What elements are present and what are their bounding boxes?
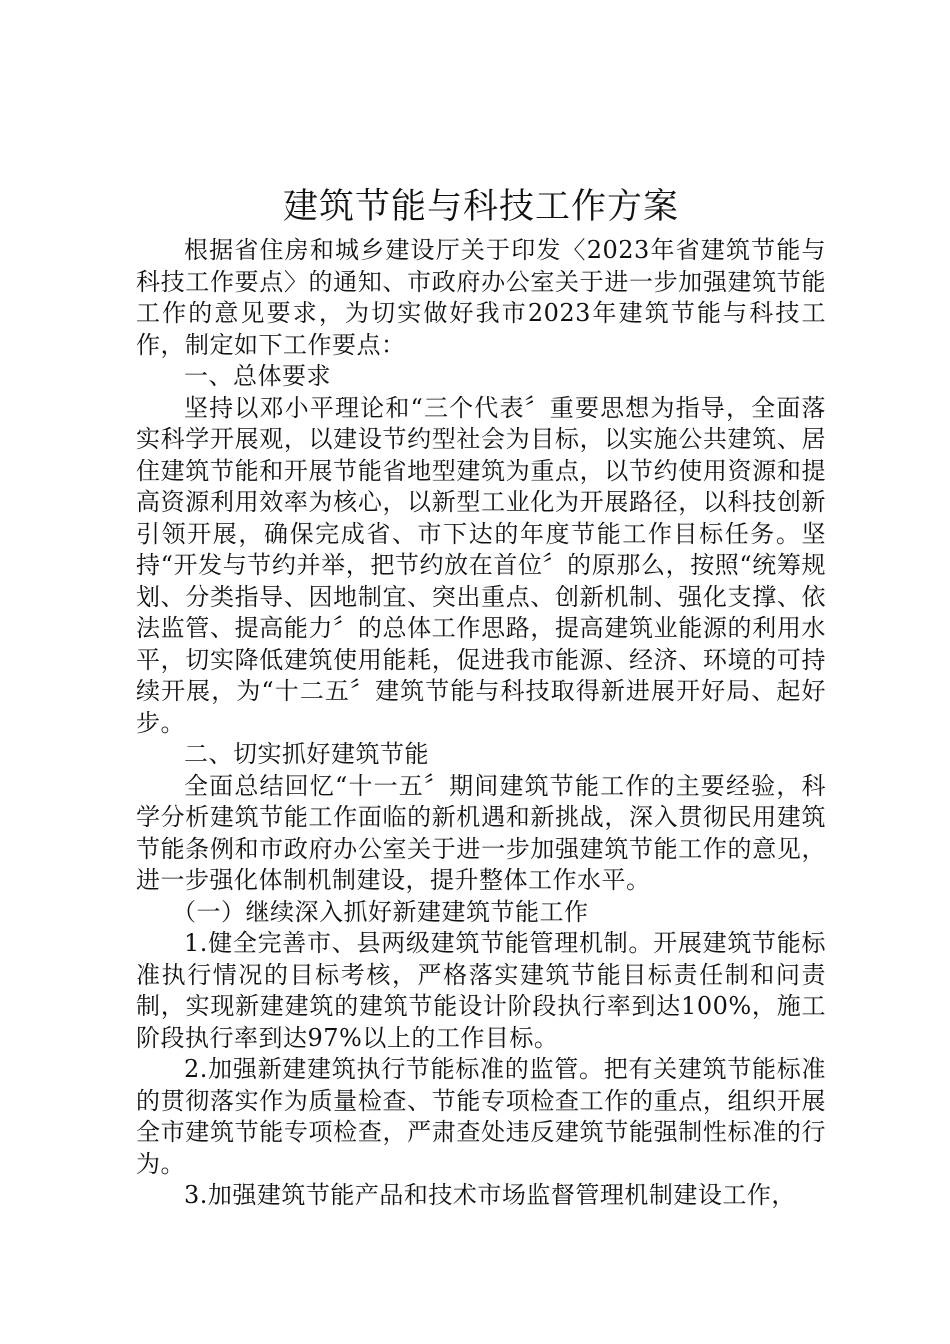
- general-requirements-paragraph: 坚持以邓小平理论和“三个代表〞重要思想为指导，全面落实科学开展观，以建设节约型社会为目标，以实施公共建筑、居住建筑节能和开展节能省地型建筑为重点，以节约使用资源和提高资源利用效率为核心，以新型工业化为开展路径，以科技创新引领开展，确保完成省、市下达的年度节能工作目标任务。坚持“开发与节约并举，把节约放在首位〞的原那么，按照“统筹规划、分类指导、因地制宜、突出重点、创新机制、强化支撑、依法监管、提高能力〞的总体工作思路，提高建筑业能源的利用水平，切实降低建筑使用能耗，促进我市能源、经济、环境的可持续开展，为“十二五〞建筑节能与科技取得新进展开好局、起好步。: [136, 393, 826, 737]
- document-title: 建筑节能与科技工作方案: [282, 187, 679, 227]
- document-page: [136, 185, 826, 1212]
- intro-paragraph: 根据省住房和城乡建设厅关于印发〈2023年省建筑节能与科技工作要点〉的通知、市政府办公室关于进一步加强建筑节能工作的意见要求，为切实做好我市2023年建筑节能与科技工作，制定如下工作要点：: [136, 236, 826, 359]
- subsection-heading-new-buildings: （一）继续深入抓好新建建筑节能工作: [172, 897, 589, 926]
- section-heading-building-energy: 二、切实抓好建筑节能: [184, 740, 429, 768]
- item-3-paragraph: 3.加强建筑节能产品和技术市场监督管理机制建设工作，: [184, 1181, 796, 1209]
- item-2-paragraph: 2.加强新建建筑执行节能标准的监管。把有关建筑节能标准的贯彻落实作为质量检查、节能专项检查工作的重点，组织开展全市建筑节能专项检查，严肃查处违反建筑节能强制性标准的行为。: [136, 1055, 826, 1178]
- building-energy-paragraph: 全面总结回忆“十一五〞期间建筑节能工作的主要经验，科学分析建筑节能工作面临的新机遇和新挑战，深入贯彻民用建筑节能条例和市政府办公室关于进一步加强建筑节能工作的意见，进一步强化体制机制建设，提升整体工作水平。: [136, 771, 826, 894]
- item-1-paragraph: 1.健全完善市、县两级建筑节能管理机制。开展建筑节能标准执行情况的目标考核，严格落实建筑节能目标责任制和问责制，实现新建建筑的建筑节能设计阶段执行率到达100%，施工阶段执行率到达97%以上的工作目标。: [136, 929, 826, 1052]
- section-heading-general-requirements: 一、总体要求: [184, 362, 331, 390]
